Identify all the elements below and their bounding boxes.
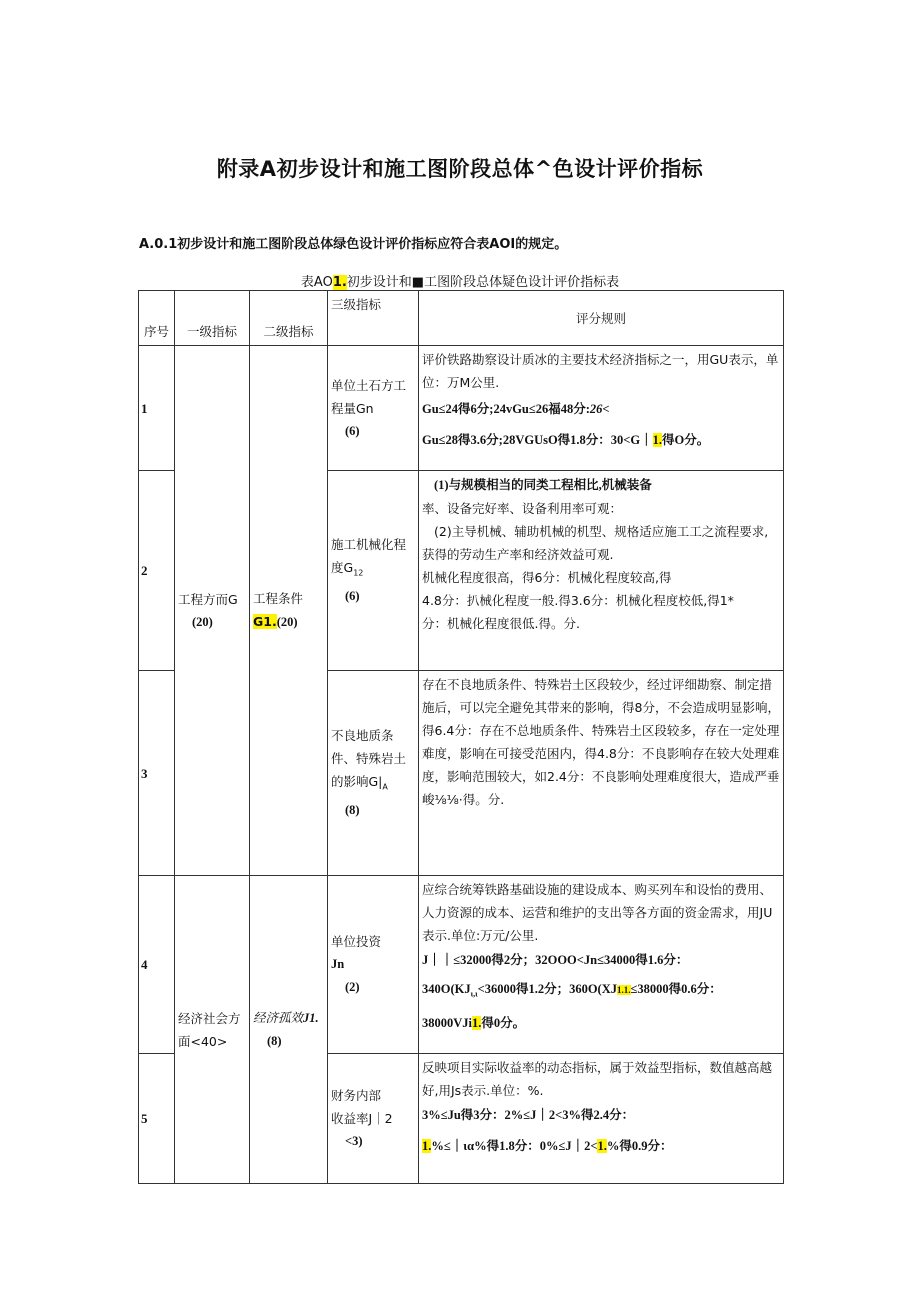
level2-code: J1. bbox=[303, 1011, 319, 1025]
rule-text: 评价铁路勘察设计质冰的主要技术经济指标之一，用GU表示，单位：万M公里. bbox=[422, 352, 779, 390]
rule-text: <36000得1.2分；360O(XJ bbox=[477, 982, 617, 996]
rule-text: 4.8分：扒械化程度一般.得3.6分：机械化程度校低,得1* bbox=[422, 593, 734, 608]
level1-cell bbox=[175, 346, 250, 876]
caption-prefix: 表AO bbox=[300, 275, 333, 290]
level1-score: (20) bbox=[192, 614, 213, 629]
level3-cell bbox=[328, 1054, 419, 1184]
rule-subscript: ι,ι bbox=[470, 989, 478, 999]
rule-text: ≤38000得0.6分： bbox=[630, 982, 722, 996]
rule-text: Gu≤28得3.6分;28VGUsO得1.8分：30<G｜ bbox=[422, 433, 653, 447]
rule-cell bbox=[419, 671, 784, 876]
level3-subscript: A bbox=[382, 782, 388, 792]
level3-score: (8) bbox=[345, 802, 360, 817]
level3-score: <3) bbox=[345, 1134, 363, 1148]
level3-label: 财务内部 bbox=[331, 1088, 382, 1103]
rule-text: 得O分。 bbox=[662, 433, 710, 447]
level2-label: 经济孤效 bbox=[253, 1010, 304, 1025]
rule-text: 机械化程度很高，得6分：机械化程度较高,得 bbox=[422, 570, 672, 585]
rule-text: 26< bbox=[589, 402, 610, 416]
level1-label: 经济社会方面<40> bbox=[178, 1010, 241, 1049]
evaluation-table bbox=[138, 290, 784, 1184]
rule-cell bbox=[419, 1054, 784, 1184]
rule-text: %≤｜ια%得1.8分：0%≤J｜2< bbox=[431, 1139, 598, 1153]
rule-highlight: 1. bbox=[472, 1015, 482, 1030]
level2-score: (20) bbox=[276, 615, 298, 629]
level3-cell bbox=[328, 346, 419, 471]
level3-score: (6) bbox=[345, 588, 360, 603]
table-row bbox=[139, 346, 784, 471]
level3-cell bbox=[328, 876, 419, 1054]
level3-label: 单位投资 bbox=[331, 934, 382, 949]
row-number: 1 bbox=[139, 346, 175, 471]
rule-highlight: 1. bbox=[422, 1139, 432, 1153]
rule-highlight: 1.1. bbox=[617, 985, 631, 995]
rule-highlight: 1. bbox=[652, 433, 663, 447]
table-header-row bbox=[139, 291, 784, 346]
level3-code: Jn bbox=[331, 957, 345, 971]
rule-text: 得0分。 bbox=[481, 1015, 526, 1030]
rule-text: 3%≤Ju得3分：2%≤J｜2<3%得2.4分： bbox=[422, 1108, 635, 1122]
row-number: 2 bbox=[139, 471, 175, 671]
level2-label: 工程条件 bbox=[253, 591, 304, 606]
rule-text: 分：机械化程度很低.得。分. bbox=[422, 616, 580, 631]
level2-cell bbox=[250, 876, 328, 1184]
rule-text: %得0.9分： bbox=[606, 1139, 673, 1153]
level3-score: (2) bbox=[345, 980, 360, 994]
rule-text: Gu≤24得6分;24vGu≤26福48分: bbox=[422, 402, 590, 416]
level3-label: 不良地质条件、特殊岩土的影响G| bbox=[331, 728, 407, 790]
rule-highlight: 1. bbox=[597, 1139, 607, 1153]
level3-label: 施工机械化程度G bbox=[331, 537, 407, 576]
caption-highlight: 1. bbox=[332, 275, 347, 290]
page-title: 附录A初步设计和施工图阶段总体^色设计评价指标 bbox=[216, 157, 704, 181]
header-level2: 二级指标 bbox=[250, 291, 328, 346]
table-caption bbox=[0, 271, 920, 290]
rule-text: 应综合统筹铁路基础设施的建设成本、购买列车和设怡的费用、人力资源的成本、运营和维护的支出等各方面的资金需求，用JU表示.单位:万元/公里. bbox=[422, 882, 773, 943]
table-row bbox=[139, 876, 784, 1054]
clause-text: A.0.1初步设计和施工图阶段总体绿色设计评价指标应符合表AOI的规定。 bbox=[139, 237, 568, 252]
row-number: 4 bbox=[139, 876, 175, 1054]
level2-score: (8) bbox=[267, 1034, 282, 1048]
level2-code: G1. bbox=[253, 614, 277, 629]
caption-rest: 初步设计和■工图阶段总体疑色设计评价指标表 bbox=[346, 275, 620, 290]
header-no: 序号 bbox=[139, 291, 175, 346]
rule-text: 340O(KJ bbox=[422, 982, 471, 996]
header-level3: 三级指标 bbox=[328, 291, 419, 346]
rule-text: J｜｜≤32000得2分；32OOO<Jn≤34000得1.6分： bbox=[422, 953, 689, 967]
row-number: 5 bbox=[139, 1054, 175, 1184]
level1-label: 工程方而G bbox=[178, 591, 238, 607]
level3-cell bbox=[328, 671, 419, 876]
rule-cell bbox=[419, 876, 784, 1054]
level2-cell bbox=[250, 346, 328, 876]
header-level1: 一级指标 bbox=[175, 291, 250, 346]
rule-text: (2)主导机械、辅助机械的机型、规格适应施工工之流程要求,获得的劳动生产率和经济效益可观. bbox=[422, 524, 769, 562]
level3-label-2: 收益率J｜2 bbox=[331, 1111, 393, 1126]
level3-subscript: 12 bbox=[353, 568, 364, 578]
rule-text: 率、设备完好率、设备利用率可观： bbox=[422, 501, 623, 516]
rule-cell bbox=[419, 471, 784, 671]
rule-text: (1)与规模相当的同类工程相比,机械装备 bbox=[434, 478, 652, 492]
header-rule: 评分规则 bbox=[419, 291, 784, 346]
rule-cell bbox=[419, 346, 784, 471]
level1-cell bbox=[175, 876, 250, 1184]
level3-label: 单位土石方工程量Gn bbox=[331, 377, 407, 416]
level3-cell bbox=[328, 471, 419, 671]
row-number: 3 bbox=[139, 671, 175, 876]
rule-text: 38000VJi bbox=[422, 1015, 472, 1030]
rule-text: 反映项目实际收益率的动态指标，属于效益型指标，数值越高越好,用Js表示.单位：%. bbox=[422, 1060, 773, 1098]
level3-score: (6) bbox=[345, 423, 360, 438]
rule-text: 存在不良地质条件、特殊岩土区段较少，经过评细勘察、制定措施后，可以完全避免其带来的影响，得8分，不会造成明显影响，得6.4分：存在不总地质条件、特殊岩土区段较多，存在一定处理难度，影响在可接受范困内，得4.8分：不良影响存在较大处理难度，影响范围较大，如2.4分：不良影响处理难度很大，造成严垂峻⅛⅛·得。分. bbox=[422, 677, 780, 807]
